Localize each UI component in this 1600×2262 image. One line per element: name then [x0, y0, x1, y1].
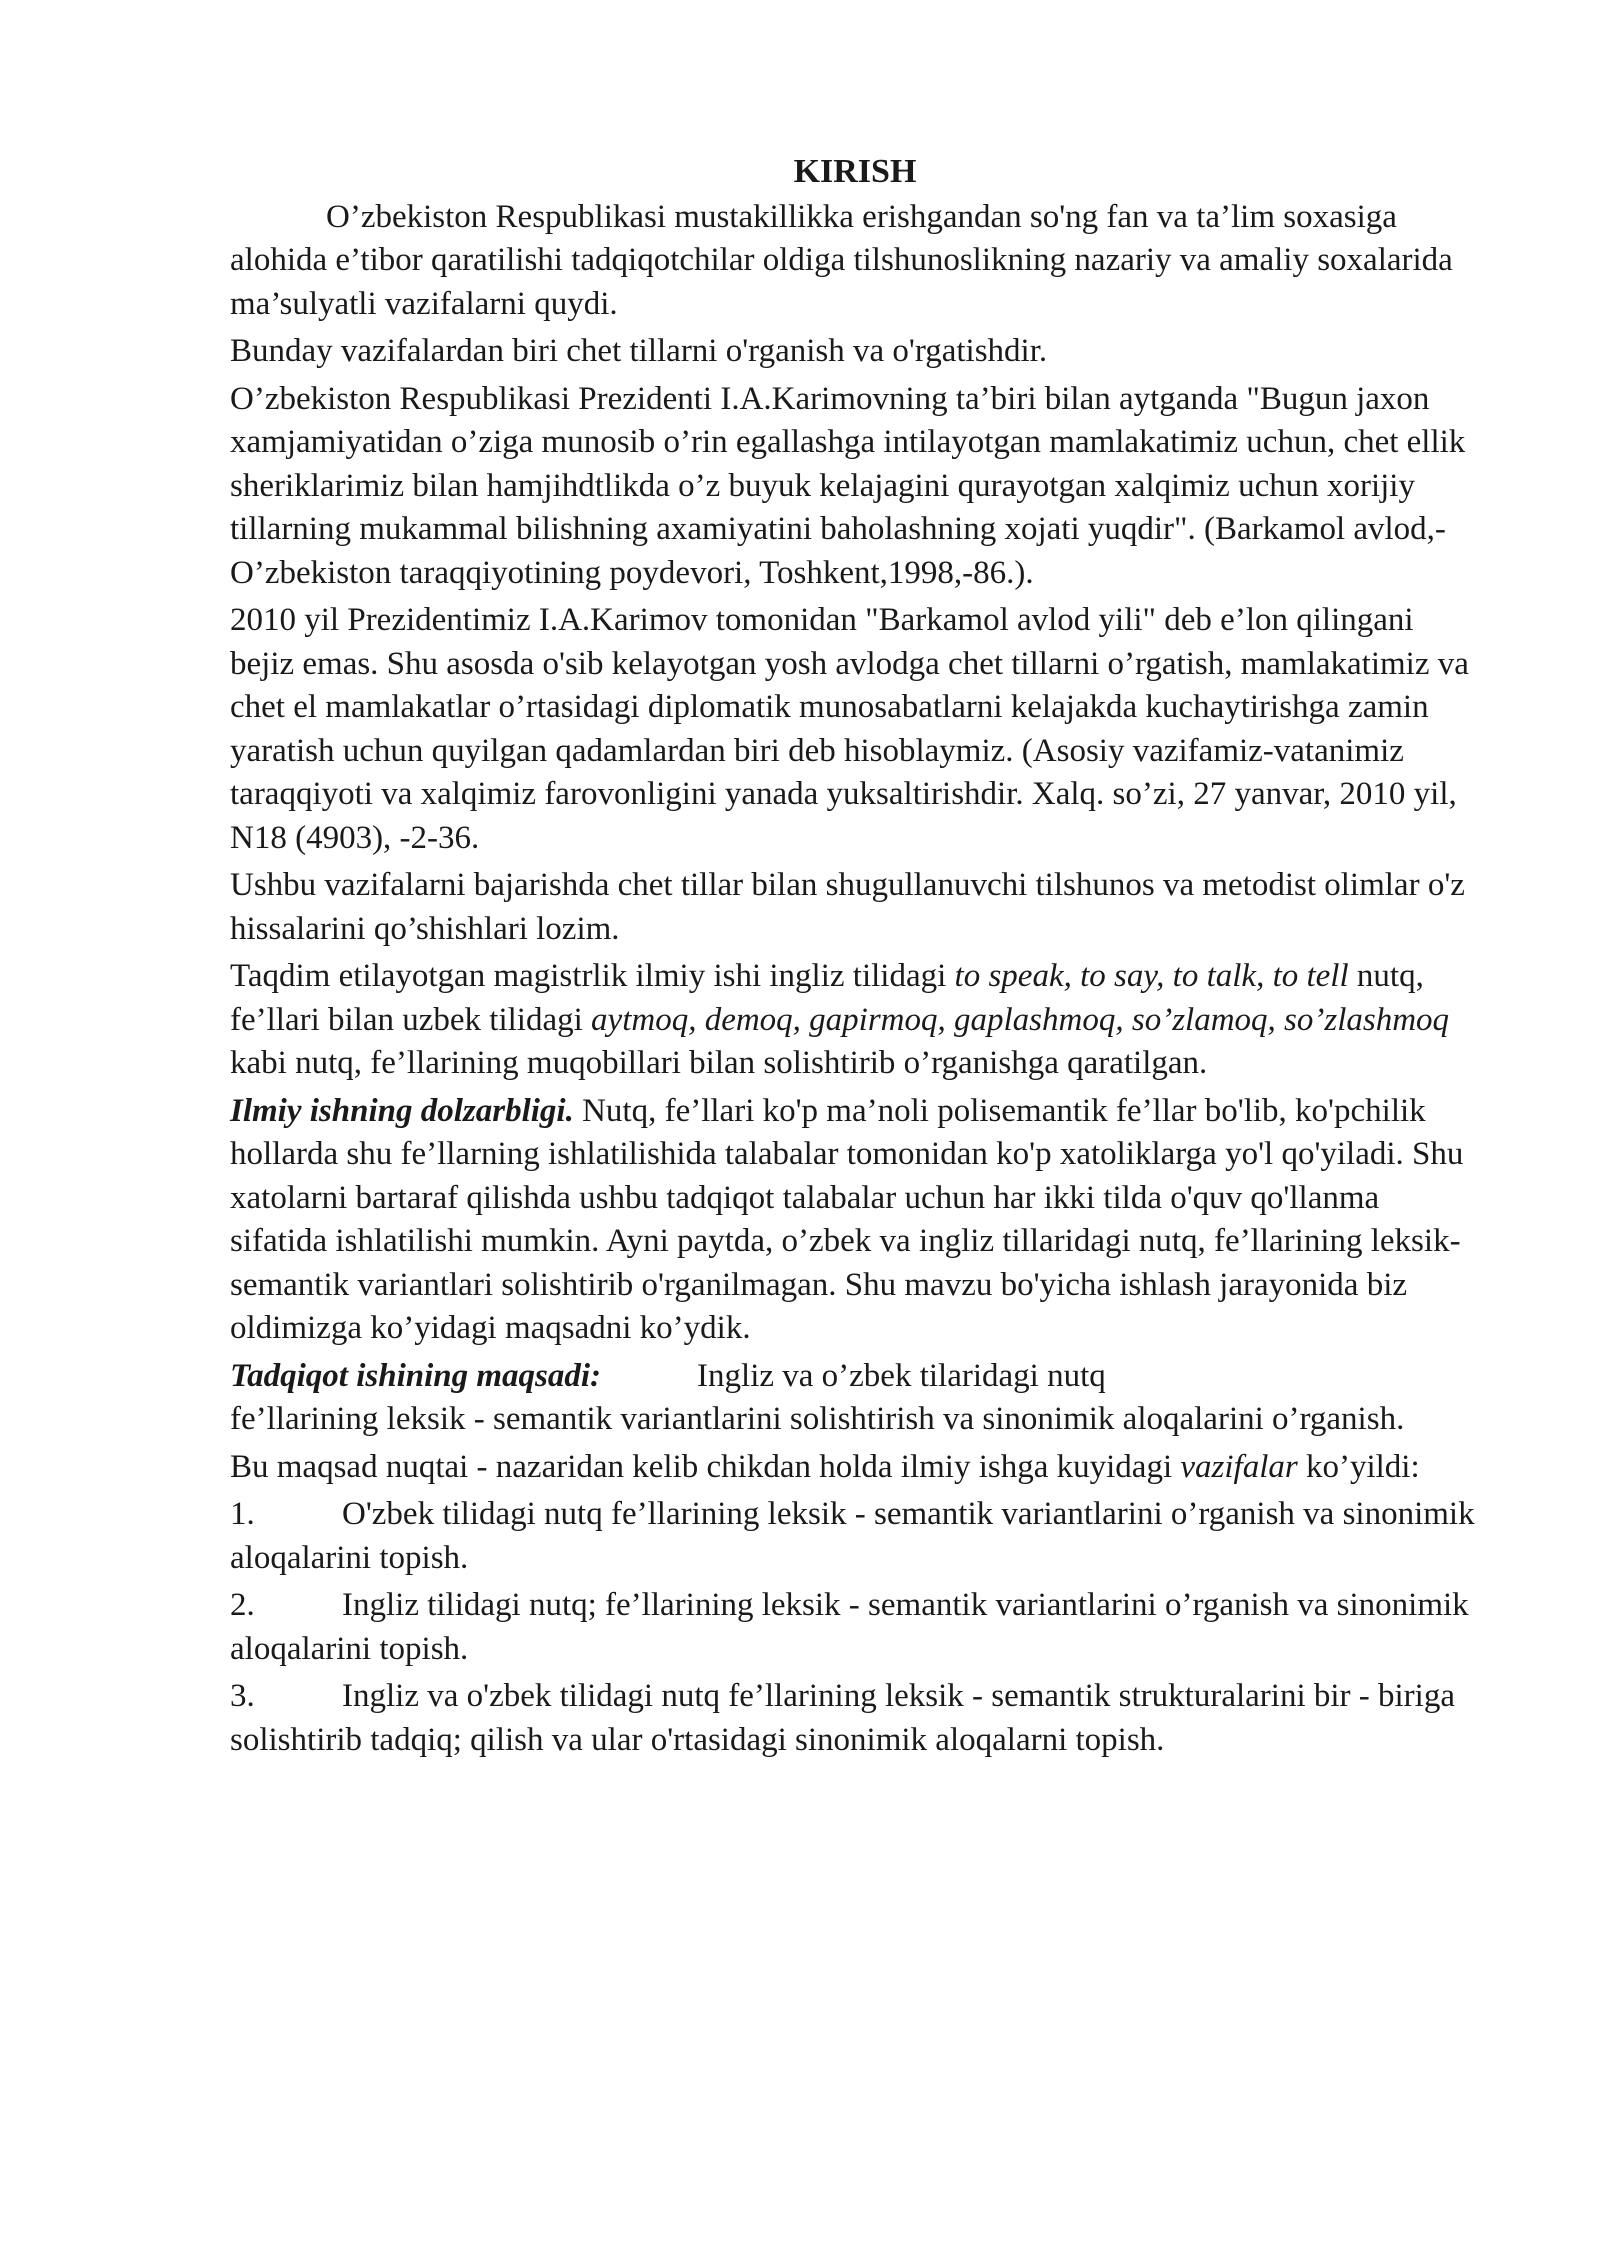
- paragraph-thesis-topic: [230, 955, 1480, 1086]
- uzbek-verbs: aytmoq, demoq, gapirmoq, gaplashmoq, so’zlamoq, so’zlashmoq: [591, 1001, 1450, 1038]
- goal-text: fe’llarining leksik - semantik variantlarini solishtirish va sinonimik aloqalarini o’rganish.: [230, 1401, 1405, 1437]
- paragraph-president-quote: O’zbekiston Respublikasi Prezidenti I.A.Karimovning ta’biri bilan aytganda "Bugun jaxon xamjamiyatidan o’ziga munosib o’rin egallashga intilayotgan mamlakatimiz uchun, chet ellik sheriklarimiz bilan hamjihdtlikda o’z buyuk kelajagini qurayotgan xalqimiz uchun xorijiy tillarning mukammal bilishning axamiyatini baholashning xojati yuqdir". (Barkamol avlod,-O’zbekiston taraqqiyotining poydevori, Toshkent,1998,-86.).: [230, 380, 1466, 591]
- text-run: nutq, fe’llari bilan uzbek tilidagi: [230, 958, 1424, 1038]
- list-text: O'zbek tilidagi nutq fe’llarining leksik - semantik variantlarini o’rganish va sinonimik aloqalarini topish.: [230, 1496, 1475, 1576]
- paragraph-relevance: [230, 1090, 1480, 1351]
- list-number: 3.: [230, 1678, 255, 1714]
- list-item: [230, 1675, 1480, 1762]
- text-run: kabi nutq, fe’llarining muqobillari bilan solishtirib o’rganishga qaratilgan.: [230, 1045, 1208, 1081]
- document-page: [230, 150, 1480, 1766]
- relevance-text: Nutq, fe’llari ko'p ma’noli polisemantik fe’llar bo'lib, ko'pchilik hollarda shu fe’llarning ishlatilishida talabalar tomonidan ko'p xatoliklarga yo'l qo'yiladi. Shu xatolarni bartaraf qilishda ushbu tadqiqot talabalar uchun har ikki tilda o'quv qo'llanma sifatida ishlatilishi mumkin. Ayni paytda, o’zbek va ingliz tillaridagi nutq, fe’llarining leksik-semantik variantlari solishtirib o'rganilmagan. Shu mavzu bo'yicha ishlash jarayonida biz oldimizga ko’yidagi maqsadni ko’ydik.: [230, 1092, 1464, 1346]
- english-verbs: to speak, to say, to talk, to tell: [954, 958, 1349, 994]
- list-text: Ingliz va o'zbek tilidagi nutq fe’llarining leksik - semantik strukturalarini bir - biriga solishtirib tadqiq; qilish va ular o'rtasidagi sinonimik aloqalarni topish.: [230, 1678, 1455, 1758]
- goal-line-1: Ingliz va o’zbek tilaridagi nutq: [697, 1357, 1106, 1394]
- paragraph-tasks-intro: [230, 1446, 1480, 1490]
- list-number: 2.: [230, 1587, 255, 1623]
- list-text: Ingliz tilidagi nutq; fe’llarining leksik - semantik variantlarini o’rganish va sinonimik aloqalarini topish.: [230, 1587, 1469, 1667]
- paragraph-tasks: Bunday vazifalardan biri chet tillarni o'rganish va o'rgatishdir.: [230, 333, 1048, 369]
- page-title: KIRISH: [793, 153, 917, 190]
- paragraph-barkamol-avlod: 2010 yil Prezidentimiz I.A.Karimov tomonidan "Barkamol avlod yili" deb e’lon qilingani bejiz emas. Shu asosda o'sib kelayotgan yosh avlodga chet tillarni o’rgatish, mamlakatimiz va chet el mamlakatlar o’rtasidagi diplomatik munosabatlarni kelajakda kuchaytirishga zamin yaratish uchun quyilgan qadamlardan biri deb hisoblaymiz. (Asosiy vazifamiz-vatanimiz taraqqiyoti va xalqimiz farovonligini yanada yuksaltirishdir. Xalq. so’zi, 27 yanvar, 2010 yil, N18 (4903), -2-36.: [230, 602, 1469, 856]
- list-number: 1.: [230, 1496, 255, 1532]
- paragraph-scholars: Ushbu vazifalarni bajarishda chet tillar bilan shugullanuvchi tilshunos va metodist olimlar o'z hissalarini qo’shishlari lozim.: [230, 867, 1465, 947]
- paragraph-goal: [230, 1355, 1480, 1442]
- list-item: [230, 1584, 1480, 1671]
- goal-heading: Tadqiqot ishining maqsadi:: [230, 1357, 602, 1394]
- paragraph-intro: O’zbekiston Respublikasi mustakillikka erishgandan so'ng fan va ta’lim soxasiga alohida e’tibor qaratilishi tadqiqotchilar oldiga tilshunoslikning nazariy va amaliy soxalarida ma’sulyatli vazifalarni quydi.: [230, 198, 1453, 322]
- text-run: ko’yildi:: [1297, 1448, 1420, 1485]
- tasks-word: vazifalar: [1180, 1448, 1298, 1485]
- list-item: [230, 1493, 1480, 1580]
- text-run: Bu maqsad nuqtai - nazaridan kelib chikdan holda ilmiy ishga kuyidagi: [230, 1448, 1181, 1485]
- relevance-heading: Ilmiy ishning dolzarbligi.: [230, 1092, 574, 1129]
- text-run: Taqdim etilayotgan magistrlik ilmiy ishi ingliz tilidagi: [230, 958, 955, 994]
